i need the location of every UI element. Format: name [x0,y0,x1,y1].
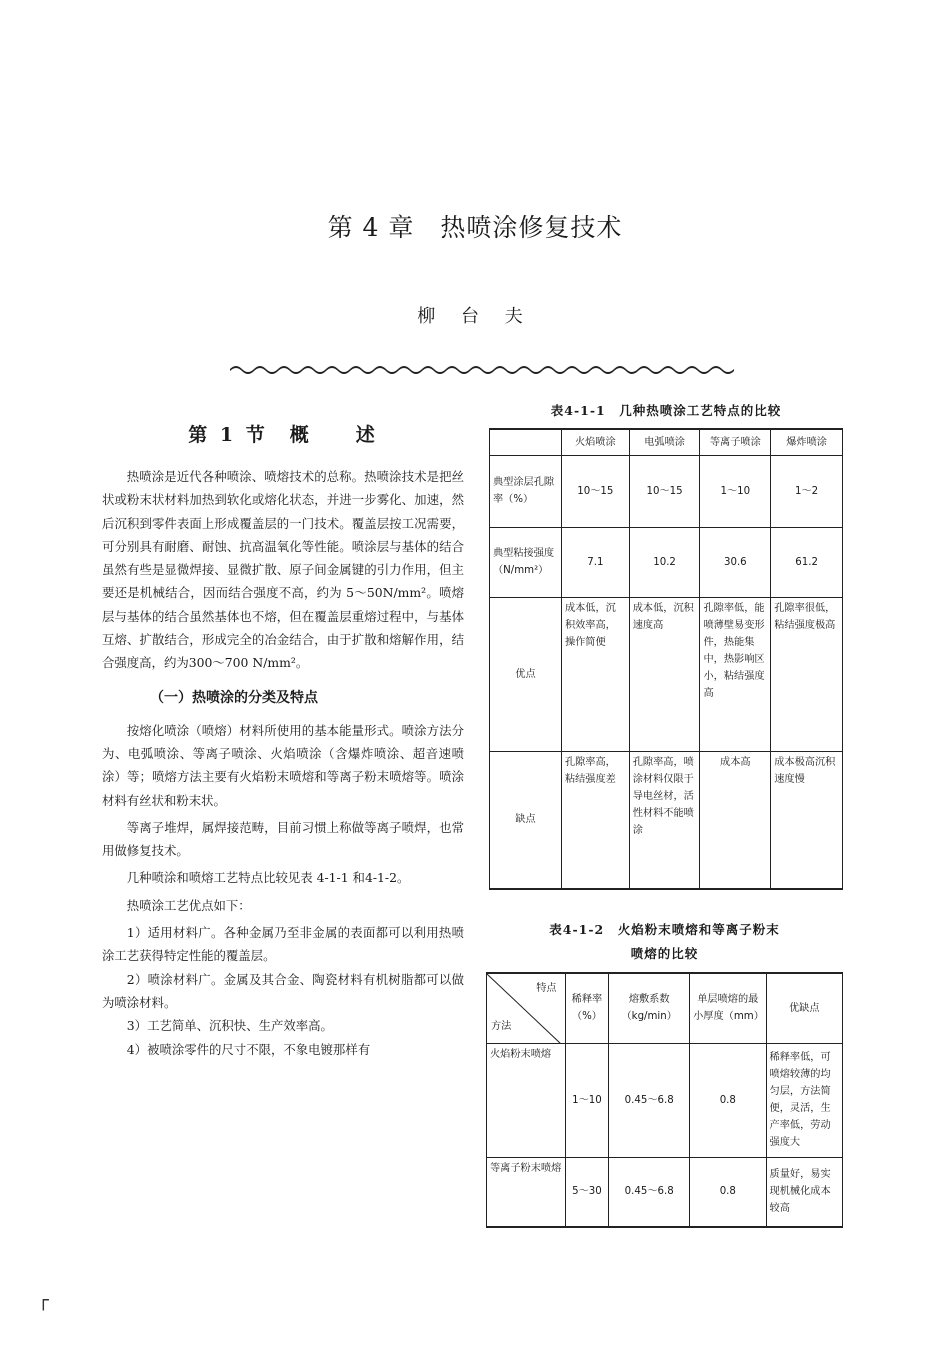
table2-caption-line2: 喷熔的比较 [630,946,699,961]
table-cell: 61.2 [771,527,843,597]
table-row [490,455,843,527]
table-cell: 30.6 [700,527,771,597]
table1-caption: 表4-1-1 几种热喷涂工艺特点的比较 [550,403,782,418]
diagonal-header-cell [487,973,566,1043]
table-cell: 1～10 [700,455,771,527]
table-cell: 成本低，沉积速度高 [629,597,700,751]
chapter-title: 第 4 章 热喷涂修复技术 [327,213,623,242]
row-label: 火焰粉末喷熔 [487,1043,566,1157]
table-header-row [487,973,843,1043]
table-cell: 0.8 [690,1043,766,1157]
table-header-cell: 稀释率（%） [565,973,609,1043]
paragraph-plasma-welding: 等离子堆焊，属焊接范畴，目前习惯上称做等离子喷焊，也常用做修复技术。 [102,819,464,859]
paragraph-table-reference: 几种喷涂和喷熔工艺特点比较见表 4-1-1 和4-1-2。 [126,870,410,886]
table-header-cell: 爆炸喷涂 [771,429,843,455]
table-cell: 孔隙率高，喷涂材料仅限于导电丝材，活性材料不能喷涂 [629,751,700,889]
paragraph-advantages-intro: 热喷涂工艺优点如下： [126,897,251,913]
table-cell: 10～15 [629,455,700,527]
advantage-item: 3）工艺简单、沉积快、生产效率高。 [126,1018,333,1034]
table-cell: 孔隙率很低，粘结强度极高 [771,597,843,751]
table-row [490,527,843,597]
corner-label-top: 特点 [536,983,557,994]
table-row [487,1043,843,1157]
table-cell: 孔隙率高，粘结强度差 [561,751,629,889]
table-header-cell: 等离子喷涂 [700,429,771,455]
table-header-cell: 熔敷系数（kg/min） [609,973,690,1043]
table-cell: 0.8 [690,1157,766,1227]
table-row [487,1157,843,1227]
table-cell: 10.2 [629,527,700,597]
row-label: 等离子粉末喷熔 [487,1157,566,1227]
table-header-cell: 优缺点 [766,973,842,1043]
row-label: 缺点 [490,751,562,889]
table2-caption-line1: 表4-1-2 火焰粉末喷熔和等离子粉末 [549,922,780,937]
table-4-1-1 [489,428,843,890]
table-cell: 1～10 [565,1043,609,1157]
subsection-heading: （一）热喷涂的分类及特点 [150,689,318,706]
row-label: 优点 [490,597,562,751]
table-cell: 1～2 [771,455,843,527]
table-cell: 10～15 [561,455,629,527]
left-column [102,420,464,1061]
table-cell: 孔隙率低，能喷薄壁易变形件，热能集中，热影响区小，粘结强度高 [700,597,771,751]
table-cell: 成本低，沉积效率高，操作简便 [561,597,629,751]
corner-label-bottom: 方法 [491,1020,512,1032]
table-row [490,751,843,889]
table-cell: 7.1 [561,527,629,597]
table-cell: 成本高 [700,751,771,889]
table-header-cell: 火焰喷涂 [561,429,629,455]
table-header-row [490,429,843,455]
table-cell: 质量好，易实现机械化成本较高 [766,1157,842,1227]
table-cell: 成本极高沉积速度慢 [771,751,843,889]
advantage-item: 2）喷涂材料广。金属及其合金、陶瓷材料有机树脂都可以做为喷涂材料。 [102,971,464,1010]
table-4-1-2 [486,972,843,1228]
author-name: 柳 台 夫 [417,306,533,327]
scan-mark: ┌ [38,1290,49,1311]
row-label: 典型涂层孔隙率（%） [490,455,562,527]
paragraph-energy-forms: 按熔化喷涂（喷熔）材料所使用的基本能量形式。喷涂方法分为、电弧喷涂、等离子喷涂、火焰喷涂（含爆炸喷涂、超音速喷涂）等；喷熔方法主要有火焰粉末喷熔和等离子粉末喷熔等。喷涂材料有丝状和粉末状。 [102,722,464,808]
table-cell: 0.45～6.8 [609,1043,690,1157]
intro-paragraph: 热喷涂是近代各种喷涂、喷熔技术的总称。热喷涂技术是把丝状或粉末状材料加热到软化或熔化状态，并进一步雾化、加速，然后沉积到零件表面上形成覆盖层的一门技术。覆盖层按工况需要，可分别具有耐磨、耐蚀、抗高温氧化等性能。喷涂层与基体的结合虽然有些是显微焊接、显微扩散、原子间金属键的引力作用，但主要还是机械结合，因而结合强度不高，约为 5～50N/mm²。喷熔层与基体的结合虽然基体也不熔，但在覆盖层重熔过程中，与基体互熔、扩散结合，形成完全的冶金结合，由于扩散和熔解作用，结合强度高，约为300～700 N/mm²。 [102,469,464,671]
row-label: 典型粘接强度（N/mm²） [490,527,562,597]
table-header-cell: 电弧喷涂 [629,429,700,455]
table-cell: 稀释率低，可喷熔较薄的均匀层，方法简便，灵活，生产率低，劳动强度大 [766,1043,842,1157]
section-heading: 第 1 节 概 述 [188,424,378,446]
table-cell: 0.45～6.8 [609,1157,690,1227]
table-header-cell: 单层喷熔的最小厚度（mm） [690,973,766,1043]
table-row [490,597,843,751]
advantage-item: 4）被喷涂零件的尺寸不限，不象电镀那样有 [126,1041,371,1057]
table-header-cell [490,429,562,455]
ornament-divider [230,362,738,376]
advantage-item: 1）适用材料广。各种金属乃至非金属的表面都可以利用热喷涂工艺获得特定性能的覆盖层。 [102,925,464,964]
table-cell: 5～30 [565,1157,609,1227]
